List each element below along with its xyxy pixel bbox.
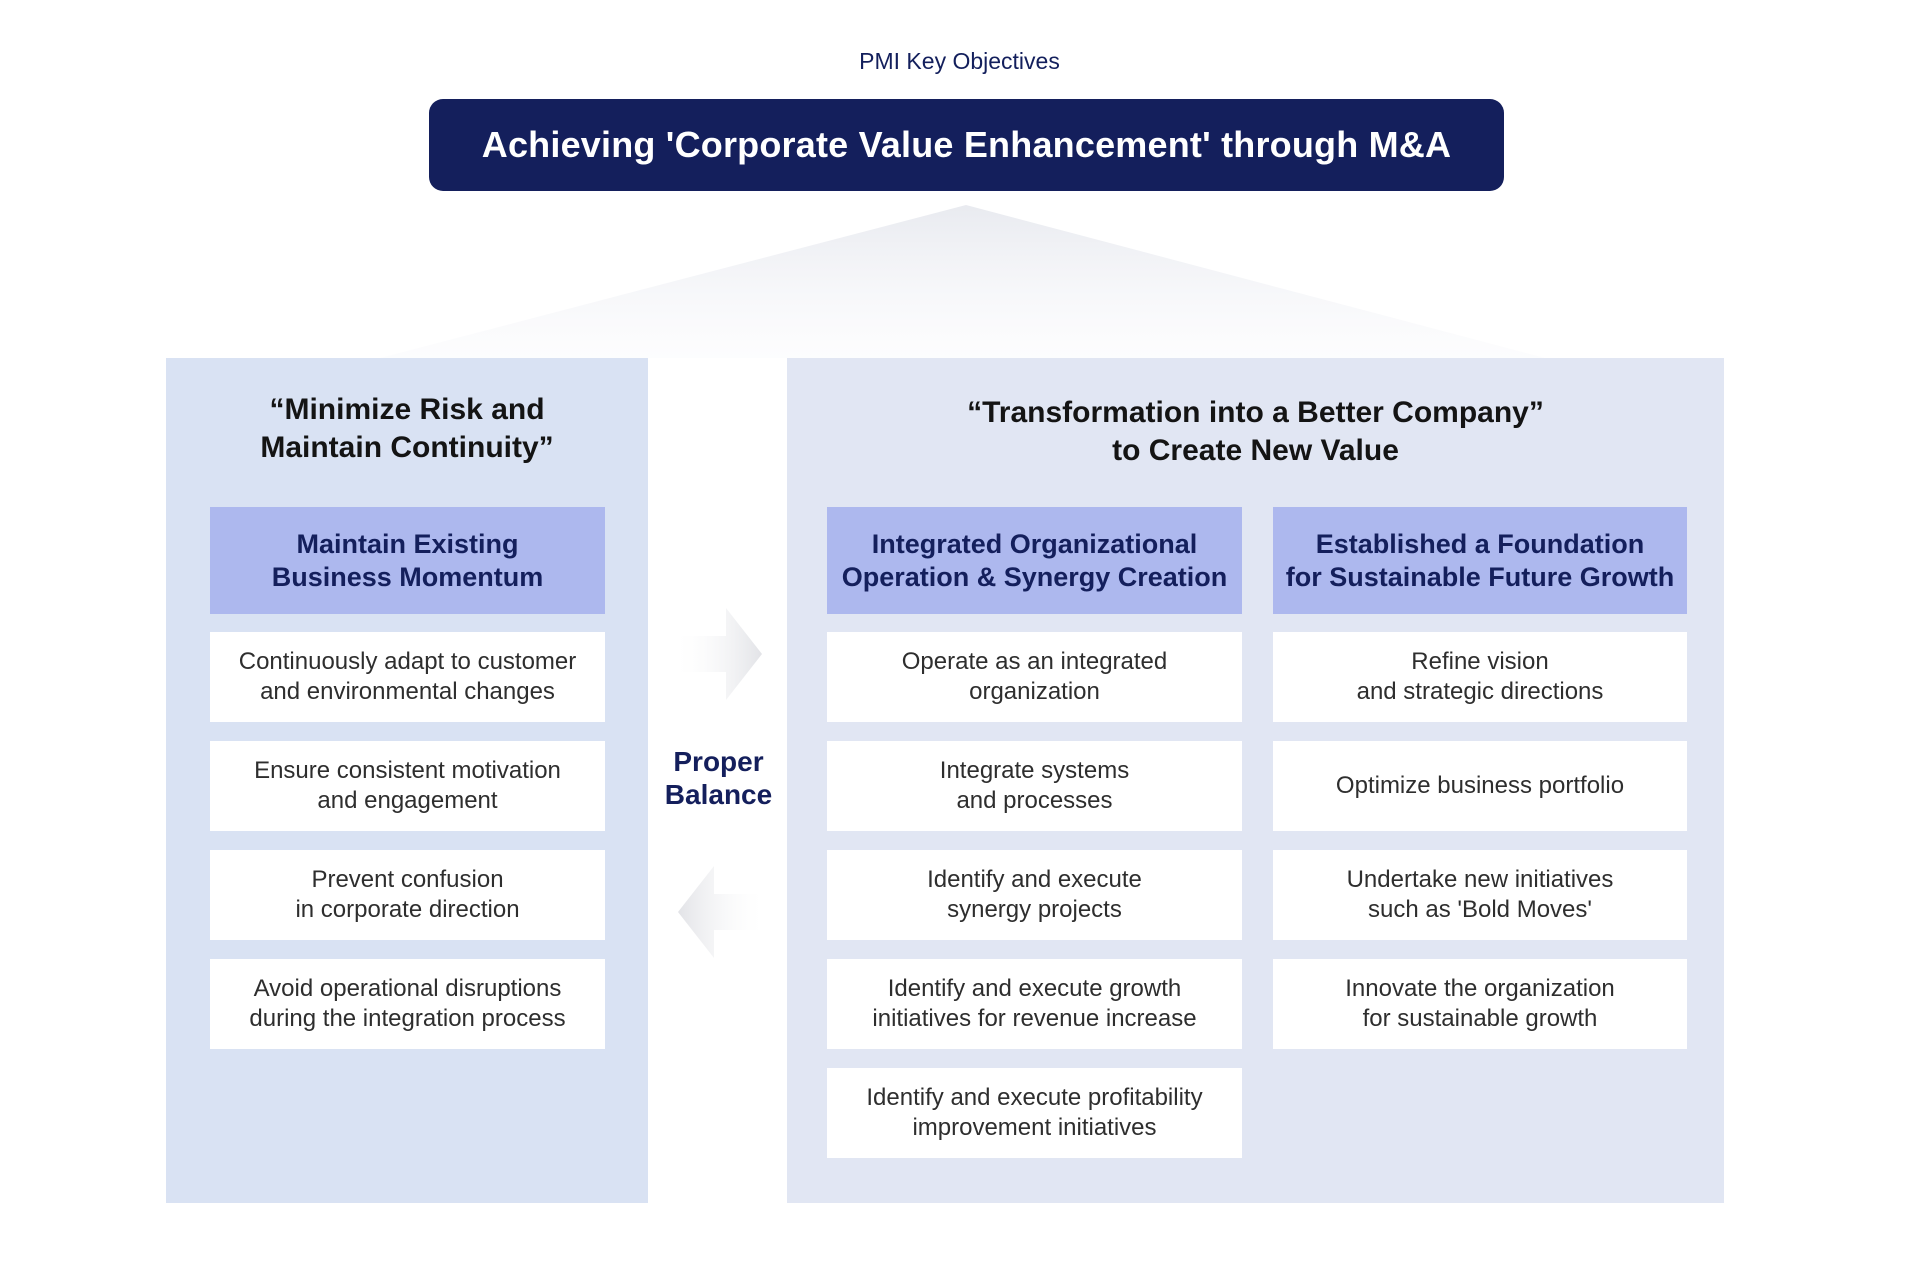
list-item: Refine vision and strategic directions xyxy=(1273,632,1687,722)
main-objective-title: Achieving 'Corporate Value Enhancement' through M&A xyxy=(481,124,1452,165)
list-item: Innovate the organization for sustainable growth xyxy=(1273,959,1687,1049)
list-item: Optimize business portfolio xyxy=(1273,741,1687,831)
main-objective-banner xyxy=(429,99,1504,191)
list-item: Continuously adapt to customer and environmental changes xyxy=(210,632,605,722)
list-item: Integrate systems and processes xyxy=(827,741,1242,831)
proper-balance-label: Proper Balance xyxy=(664,746,773,810)
diagram-kicker: PMI Key Objectives xyxy=(859,48,1060,74)
column-heading-synergy-creation: Integrated Organizational Operation & Synergy Creation xyxy=(827,507,1242,614)
list-item: Identify and execute profitability improvement initiatives xyxy=(827,1068,1242,1158)
list-item: Ensure consistent motivation and engagement xyxy=(210,741,605,831)
list-item: Undertake new initiatives such as 'Bold Moves' xyxy=(1273,850,1687,940)
list-item: Avoid operational disruptions during the integration process xyxy=(210,959,605,1049)
column-heading-future-growth: Established a Foundation for Sustainable Future Growth xyxy=(1273,507,1687,614)
column-heading-maintain-momentum: Maintain Existing Business Momentum xyxy=(210,507,605,614)
right-panel-title: “Transformation into a Better Company” to Create New Value xyxy=(967,396,1544,467)
left-panel-title: “Minimize Risk and Maintain Continuity” xyxy=(260,393,554,464)
list-item: Prevent confusion in corporate direction xyxy=(210,850,605,940)
list-item: Operate as an integrated organization xyxy=(827,632,1242,722)
arrow-right-icon xyxy=(672,608,762,700)
list-item: Identify and execute growth initiatives for revenue increase xyxy=(827,959,1242,1049)
list-item: Identify and execute synergy projects xyxy=(827,850,1242,940)
arrow-left-icon xyxy=(678,866,768,958)
